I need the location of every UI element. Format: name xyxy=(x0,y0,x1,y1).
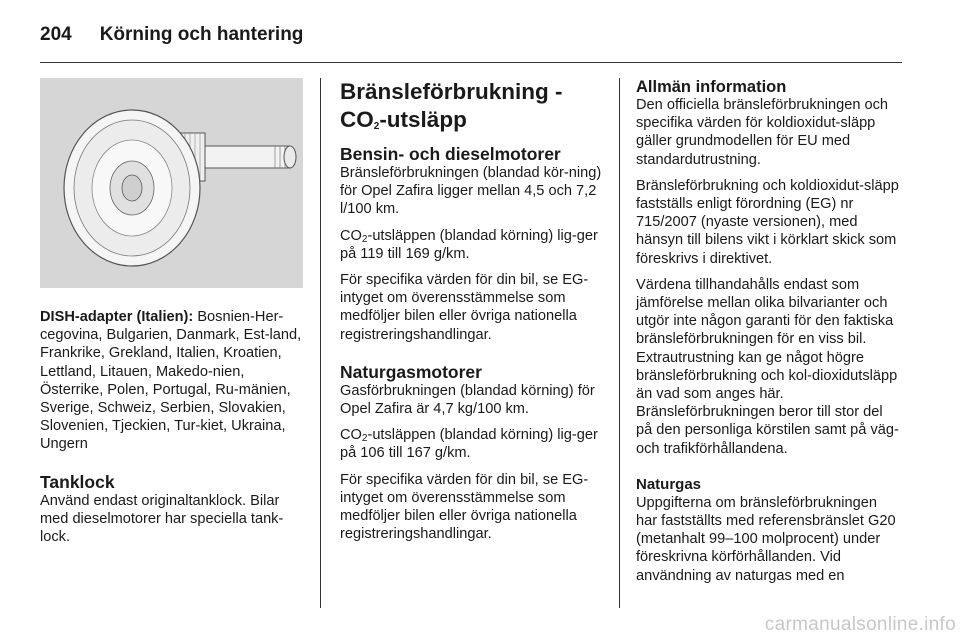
allman-paragraph-2: Bränsleförbrukning och koldioxidut-släpp fastställs enligt förordning (EG) nr 715/2007 (nyaste versionen), med hänsyn till bilens vikt i körklart skick som föreskrivs i direktivet. xyxy=(636,177,899,267)
bensin-paragraph-2 xyxy=(340,227,602,263)
caption-text: Bosnien-Her-cegovina, Bulgarien, Danmark, Est-land, Frankrike, Grekland, Italien, Kroatien, Lettland, Litauen, Makedo-nien, Österrike, Polen, Portugal, Ru-mänien, Sverige, Schweiz, Serbien, Slovakien, Slovenien, Tjeckien, Tur-kiet, Ukraina, Ungern xyxy=(40,309,302,453)
allman-heading: Allmän information xyxy=(636,78,787,96)
title-part1: Bränsleförbrukning - CO xyxy=(340,79,563,132)
dish-adapter-illustration xyxy=(40,78,303,288)
section-title xyxy=(340,78,602,134)
naturgas-motorer-heading: Naturgasmotorer xyxy=(340,361,482,382)
co2-sub: 2 xyxy=(361,233,368,245)
naturgas-paragraph-1: Gasförbrukningen (blandad körning) för Opel Zafira är 4,7 kg/100 km. xyxy=(340,382,595,418)
page-header xyxy=(40,20,303,50)
bensin-paragraph-1: Bränsleförbrukningen (blandad kör-ning) för Opel Zafira ligger mellan 4,5 och 7,2 l/100 km. xyxy=(340,165,602,218)
header-rule xyxy=(40,62,902,63)
naturgas-paragraph-2 xyxy=(340,426,602,462)
column-middle xyxy=(340,78,602,543)
page-number: 204 xyxy=(40,24,72,45)
co2-prefix: CO xyxy=(340,227,362,244)
dish-adapter-figure xyxy=(40,78,303,288)
bensin-paragraph-3: För specifika värden för din bil, se EG-intyget om överensstämmelse som medföljer bilen eller övriga nationella registreringshandlingar. xyxy=(340,272,589,343)
section-bensin xyxy=(340,144,602,344)
column-divider-2 xyxy=(619,78,620,608)
column-right xyxy=(636,78,902,585)
co2-text: -utsläppen (blandad körning) lig-ger på 119 till 169 g/km. xyxy=(340,227,598,262)
caption-label: DISH-adapter (Italien): xyxy=(40,309,194,325)
naturgas-info-paragraph: Uppgifterna om bränsleförbrukningen har fastställts med referensbränslet G20 (metanhalt 99–100 molprocent) under föreskrivna körförhållanden. Vid användning av naturgas med en xyxy=(636,494,896,584)
tanklock-heading: Tanklock xyxy=(40,471,115,492)
title-subscript: 2 xyxy=(373,121,380,132)
section-naturgas xyxy=(636,476,902,585)
allman-paragraph-1: Den officiella bränsleförbrukningen och specifika värden för koldioxidut-släpp gäller grundmodellen för EU med standardutrustning. xyxy=(636,97,889,168)
section-tanklock xyxy=(40,472,303,547)
tanklock-text: Använd endast originaltanklock. Bilar med dieselmotorer har speciella tank-lock. xyxy=(40,492,284,546)
co2-prefix-2: CO xyxy=(340,427,362,444)
column-divider-1 xyxy=(320,78,321,608)
naturgas-heading: Naturgas xyxy=(636,475,702,493)
title-part2: -utsläpp xyxy=(379,107,467,132)
bensin-heading: Bensin- och dieselmotorer xyxy=(340,144,561,164)
watermark: carmanualsonline.info xyxy=(764,614,956,635)
figure-caption xyxy=(40,308,303,454)
co2-text-2: -utsläppen (blandad körning) lig-ger på 106 till 167 g/km. xyxy=(340,427,598,462)
allman-paragraph-3: Värdena tillhandahålls endast som jämförelse mellan olika bilvarianter och utgör inte någon garanti för den faktiska bränsleförbrukningen för en viss bil. Extrautrustning kan ge något högre bränsleförbrukning och kol-dioxidutsläpp än vad som anges här. Bränsleförbrukningen beror till stor del på den personliga körstilen samt på väg- och trafikförhållandena. xyxy=(636,276,899,457)
section-naturgas-motorer xyxy=(340,362,602,544)
naturgas-paragraph-3: För specifika värden för din bil, se EG-intyget om överensstämmelse som medföljer bilen eller övriga nationella registreringshandlingar. xyxy=(340,471,589,543)
co2-sub-2: 2 xyxy=(361,433,368,445)
column-left xyxy=(40,78,303,546)
chapter-title: Körning och hantering xyxy=(99,24,304,45)
